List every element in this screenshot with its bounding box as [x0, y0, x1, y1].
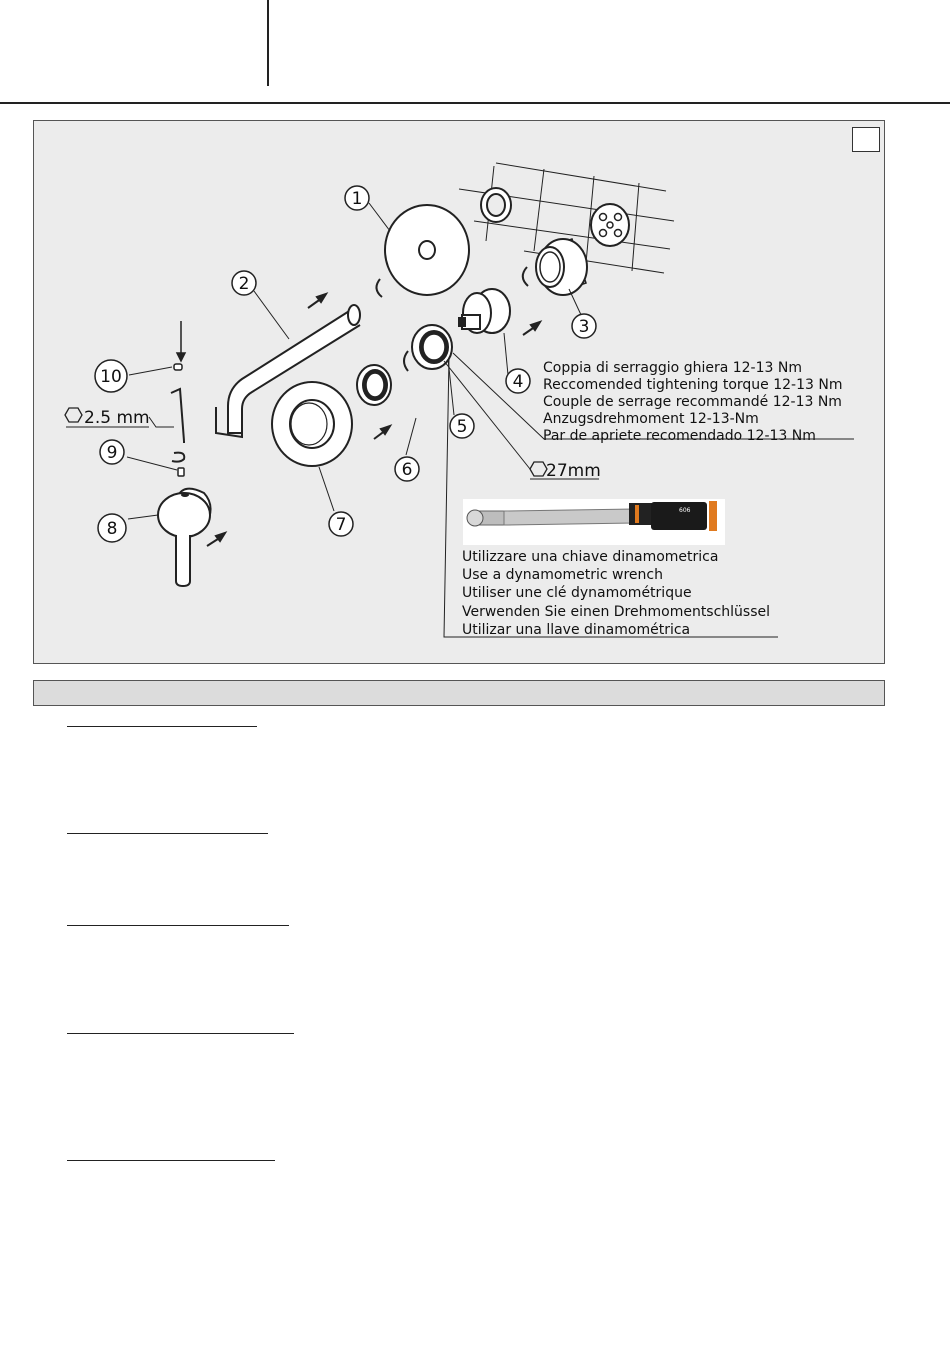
wrench-note-en: Use a dynamometric wrench — [462, 567, 663, 583]
callout-1: 1 — [351, 189, 363, 209]
allen-key-icon — [171, 389, 184, 443]
exploded-assembly-figure — [33, 120, 885, 664]
torque-wrench-icon — [463, 499, 725, 545]
callout-9: 9 — [106, 443, 118, 463]
callout-circles — [95, 186, 596, 542]
torque-notes — [543, 360, 842, 444]
section-heading-5-underline — [67, 1160, 275, 1161]
section-heading-3-underline — [67, 925, 289, 926]
hex-allen-size-label — [65, 408, 150, 428]
part-9-grub-screw-icon — [172, 453, 184, 476]
part-10-screw-icon — [174, 364, 182, 370]
torque-note-es: Par de apriete recomendado 12-13 Nm — [543, 428, 816, 444]
callout-6: 6 — [401, 460, 413, 480]
callout-2: 2 — [238, 274, 250, 294]
part-6-ring-icon — [357, 365, 391, 405]
part-1-cover-plate-icon — [385, 205, 469, 295]
torque-note-en: Reccomended tightening torque 12-13 Nm — [543, 377, 843, 393]
wrench-notes — [462, 549, 770, 638]
nut-size-text: 27mm — [546, 461, 601, 481]
part-7-escutcheon-icon — [272, 382, 352, 466]
part-3-sleeve-icon — [536, 239, 587, 295]
assembly-drawing — [34, 121, 886, 665]
section-heading-4-underline — [67, 1033, 294, 1034]
wrench-note-it: Utilizzare una chiave dinamometrica — [462, 549, 719, 565]
hex-nut-size-label — [530, 461, 601, 481]
callout-4: 4 — [512, 372, 524, 392]
header-divider-vertical — [267, 0, 269, 86]
callout-7: 7 — [335, 515, 347, 535]
hex-icon — [530, 462, 547, 476]
torque-note-it: Coppia di serraggio ghiera 12-13 Nm — [543, 360, 802, 376]
torque-note-de: Anzugsdrehmoment 12-13-Nm — [543, 411, 759, 427]
valve-body-icon — [591, 204, 629, 246]
wrench-note-fr: Utiliser une clé dynamométrique — [462, 585, 692, 601]
part-4-cartridge-icon — [458, 289, 510, 333]
callout-numbers — [100, 189, 589, 539]
part-5-nut-icon — [412, 325, 452, 369]
part-8-lever-handle-icon — [158, 489, 211, 586]
wrench-note-es: Utilizar una llave dinamométrica — [462, 622, 691, 638]
wrench-note-de: Verwenden Sie einen Drehmomentschlüssel — [462, 604, 771, 620]
torque-note-fr: Couple de serrage recommandé 12-13 Nm — [543, 394, 842, 410]
down-arrow-icon — [177, 321, 185, 361]
header-divider-horizontal — [0, 102, 950, 104]
callout-8: 8 — [106, 519, 118, 539]
section-heading-1-underline — [67, 726, 257, 727]
callout-5: 5 — [456, 417, 468, 437]
hex-icon — [65, 408, 82, 422]
wrench-label: 606 — [679, 507, 691, 514]
section-header-bar — [33, 680, 885, 706]
callout-10: 10 — [100, 367, 122, 387]
callout-3: 3 — [578, 317, 590, 337]
allen-size-text: 2.5 mm — [84, 408, 150, 428]
section-heading-2-underline — [67, 833, 268, 834]
wall-ring-icon — [481, 188, 511, 222]
